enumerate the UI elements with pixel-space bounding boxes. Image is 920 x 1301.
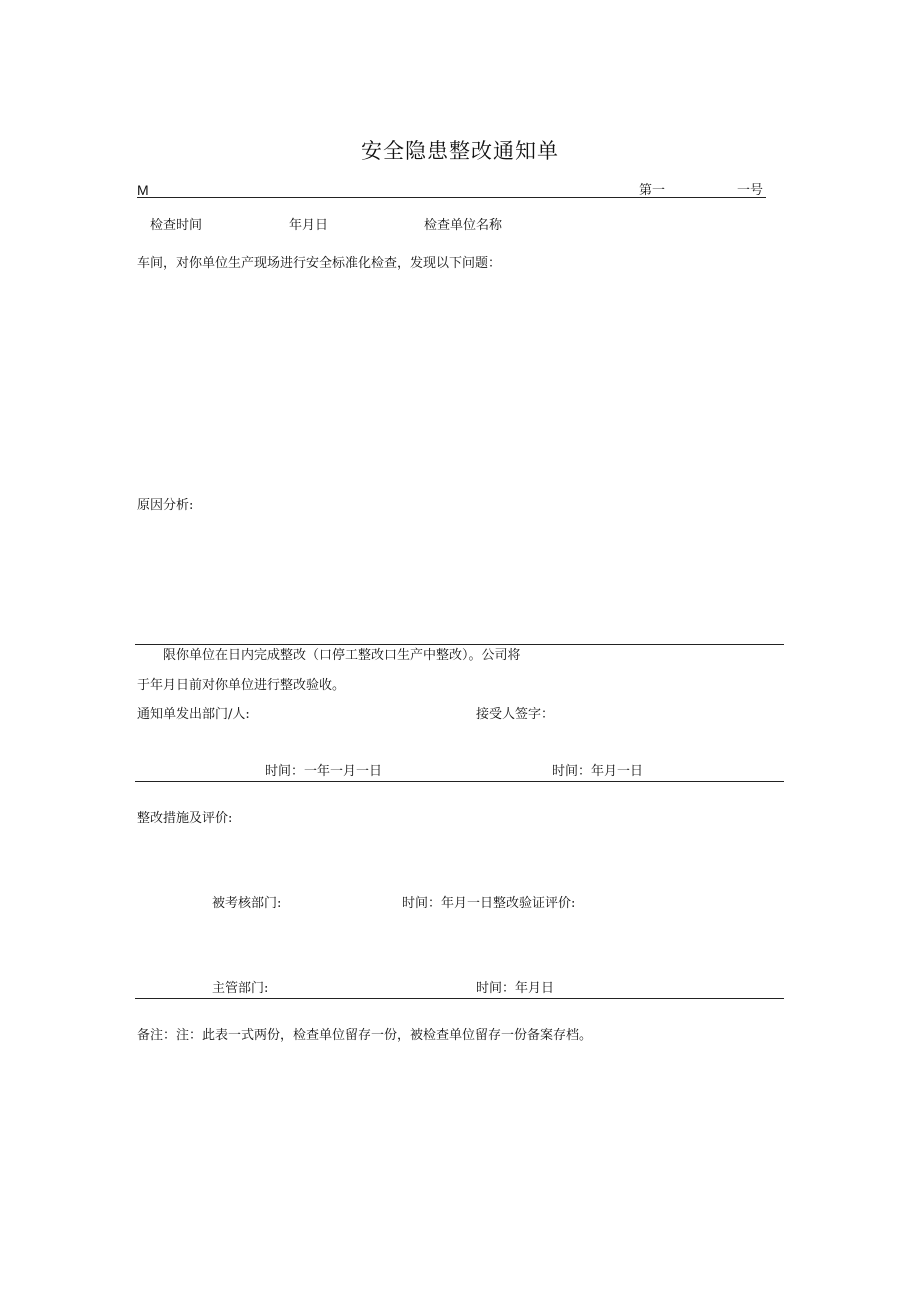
measures-label: 整改措施及评价: (137, 811, 233, 826)
check-unit-label: 检查单位名称 (424, 218, 503, 233)
supervisor-time-label: 时间：年月日 (476, 981, 555, 996)
issuer-label: 通知单发出部门/人: (137, 707, 250, 722)
issuer-time: 时间：一年一月一日 (265, 764, 383, 779)
assessed-time-label: 时间：年月一日整改验证评价: (402, 896, 576, 911)
section-divider (135, 781, 784, 782)
rectify-line-2: 于年月日前对你单位进行整改验收。 (137, 678, 346, 693)
section-divider (135, 644, 784, 645)
number-prefix: 第一 (639, 183, 666, 198)
header-underline (137, 197, 766, 198)
assessed-dept-label: 被考核部门: (212, 896, 282, 911)
receiver-time: 时间：年月一日 (552, 764, 644, 779)
number-suffix: 一号 (737, 183, 764, 198)
check-time-label: 检查时间 (150, 218, 203, 233)
check-date-label: 年月日 (289, 218, 329, 233)
page-title: 安全隐患整改通知单 (361, 139, 559, 163)
unit-prefix: M (137, 182, 149, 198)
cause-analysis-label: 原因分析: (137, 498, 194, 513)
section-divider (135, 998, 784, 999)
rectify-line-1: 限你单位在日内完成整改（口停工整改口生产中整改）。公司将 (163, 648, 521, 663)
remark-note: 备注：注：此表一式两份，检查单位留存一份，被检查单位留存一份备案存档。 (137, 1028, 593, 1043)
problem-intro: 车间，对你单位生产现场进行安全标准化检查，发现以下问题： (137, 256, 502, 271)
supervisor-dept-label: 主管部门: (212, 981, 269, 996)
receiver-signature-label: 接受人签字： (476, 707, 555, 722)
